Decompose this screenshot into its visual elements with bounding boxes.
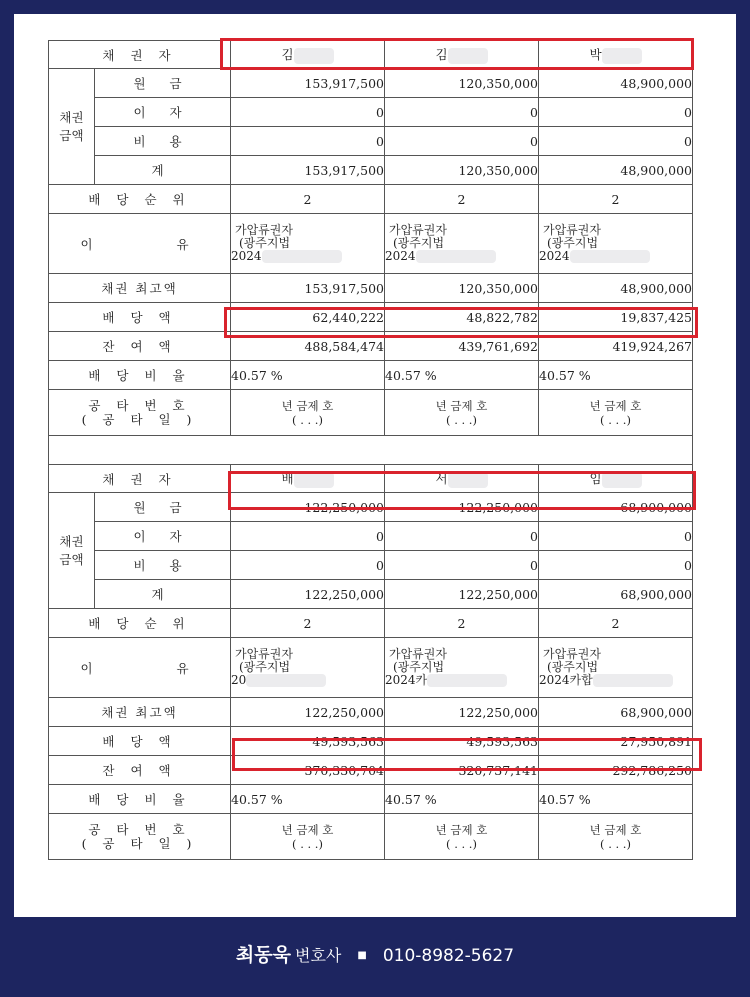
ratio-value: 40.57 %	[539, 361, 693, 390]
remaining-value: 488,584,474	[231, 332, 385, 361]
claim-amount-label-line: 채권	[59, 533, 84, 549]
dividend-value: 62,440,222	[231, 303, 385, 332]
creditor-name-cell	[231, 465, 385, 493]
remaining-value: 419,924,267	[539, 332, 693, 361]
interest-value: 0	[231, 522, 385, 551]
creditor-label: 채 권 자	[49, 41, 231, 69]
max-claim-value: 122,250,000	[231, 698, 385, 727]
rank-value: 2	[385, 185, 539, 214]
deposit-value	[385, 814, 539, 860]
redacted-text	[294, 48, 334, 64]
redacted-text	[602, 472, 642, 488]
claim-amount-label	[49, 69, 95, 185]
redacted-text	[593, 674, 673, 687]
deposit-value	[231, 390, 385, 436]
creditor-row	[49, 41, 693, 69]
total-value: 153,917,500	[231, 156, 385, 185]
ratio-value: 40.57 %	[231, 785, 385, 814]
cost-label: 비 용	[95, 127, 231, 156]
deposit-line-1: 년 금제 호	[589, 398, 642, 413]
lawyer-name: 최동욱	[235, 944, 291, 966]
max-claim-value: 48,900,000	[539, 274, 693, 303]
redacted-text	[416, 250, 496, 263]
principal-value: 122,250,000	[231, 493, 385, 522]
cost-row	[49, 127, 693, 156]
reason-value	[539, 214, 693, 274]
reason-row	[49, 214, 693, 274]
redacted-text	[448, 472, 488, 488]
cost-value: 0	[539, 551, 693, 580]
ratio-value: 40.57 %	[231, 361, 385, 390]
dividend-value: 48,822,782	[385, 303, 539, 332]
remaining-label: 잔 여 액	[49, 756, 231, 785]
creditor-name: 박	[589, 47, 602, 63]
rank-value: 2	[539, 609, 693, 638]
deposit-line-2: ( . . .)	[292, 836, 323, 851]
rank-label: 배 당 순 위	[49, 185, 231, 214]
dividend-value: 49,593,563	[231, 727, 385, 756]
remaining-value: 439,761,692	[385, 332, 539, 361]
ratio-label: 배 당 비 율	[49, 785, 231, 814]
principal-value: 48,900,000	[539, 69, 693, 98]
rank-label: 배 당 순 위	[49, 609, 231, 638]
deposit-label-line: ( 공 타 일 )	[81, 835, 198, 851]
total-value: 122,250,000	[231, 580, 385, 609]
reason-line-2: (광주지법	[547, 236, 599, 250]
creditor-name: 김	[435, 47, 448, 63]
deposit-line-2: ( . . .)	[600, 836, 631, 851]
reason-value	[539, 638, 693, 698]
creditor-name-cell	[539, 41, 693, 69]
case-number-prefix: 2024카	[385, 673, 428, 687]
total-row	[49, 580, 693, 609]
interest-value: 0	[385, 522, 539, 551]
separator-square: ■	[357, 950, 367, 961]
dividend-label: 배 당 액	[49, 303, 231, 332]
case-number-prefix: 2024	[539, 249, 570, 263]
claim-amount-label-line: 금액	[59, 127, 84, 143]
deposit-line-1: 년 금제 호	[435, 822, 488, 837]
principal-row	[49, 69, 693, 98]
deposit-line-1: 년 금제 호	[435, 398, 488, 413]
rank-row	[49, 185, 693, 214]
reason-line-3	[385, 250, 538, 263]
creditor-name-cell	[539, 465, 693, 493]
remaining-value: 320,737,141	[385, 756, 539, 785]
remaining-label: 잔 여 액	[49, 332, 231, 361]
deposit-value	[539, 814, 693, 860]
total-label: 계	[95, 156, 231, 185]
reason-value	[385, 638, 539, 698]
redacted-text	[448, 48, 488, 64]
reason-line-2: (광주지법	[547, 660, 599, 674]
reason-value	[385, 214, 539, 274]
creditor-name-cell	[385, 41, 539, 69]
dividend-value: 49,593,563	[385, 727, 539, 756]
reason-line-2: (광주지법	[239, 236, 291, 250]
reason-line-3	[539, 250, 692, 263]
interest-value: 0	[539, 522, 693, 551]
claim-amount-label-line: 채권	[59, 109, 84, 125]
dividend-table	[48, 40, 693, 860]
deposit-line-1: 년 금제 호	[281, 398, 334, 413]
reason-row	[49, 638, 693, 698]
cost-value: 0	[385, 551, 539, 580]
interest-row	[49, 98, 693, 127]
total-value: 48,900,000	[539, 156, 693, 185]
document-scan	[14, 14, 736, 917]
total-row	[49, 156, 693, 185]
lawyer-title: 변호사	[294, 946, 342, 965]
dividend-row	[49, 303, 693, 332]
reason-line-3	[231, 250, 384, 263]
ratio-value: 40.57 %	[385, 361, 539, 390]
creditor-name: 배	[281, 471, 294, 487]
max-claim-label: 채권 최고액	[49, 698, 231, 727]
interest-value: 0	[539, 98, 693, 127]
rank-value: 2	[231, 609, 385, 638]
case-number-prefix: 20	[231, 673, 247, 687]
interest-label: 이 자	[95, 98, 231, 127]
reason-line-1: 가압류권자	[389, 647, 447, 661]
creditor-name: 김	[281, 47, 294, 63]
deposit-line-2: ( . . .)	[600, 412, 631, 427]
dividend-value: 27,950,891	[539, 727, 693, 756]
deposit-line-2: ( . . .)	[292, 412, 323, 427]
max-claim-value: 68,900,000	[539, 698, 693, 727]
deposit-row	[49, 814, 693, 860]
footer	[0, 940, 750, 967]
total-label: 계	[95, 580, 231, 609]
deposit-label	[49, 814, 231, 860]
case-number-prefix: 2024	[231, 249, 262, 263]
deposit-label	[49, 390, 231, 436]
max-claim-row	[49, 698, 693, 727]
interest-value: 0	[231, 98, 385, 127]
rank-row	[49, 609, 693, 638]
remaining-value: 292,786,250	[539, 756, 693, 785]
claim-amount-label-line: 금액	[59, 551, 84, 567]
reason-line-1: 가압류권자	[389, 223, 447, 237]
reason-line-1: 가압류권자	[543, 223, 601, 237]
creditor-name-cell	[231, 41, 385, 69]
ratio-label: 배 당 비 율	[49, 361, 231, 390]
interest-row	[49, 522, 693, 551]
total-value: 122,250,000	[385, 580, 539, 609]
redacted-text	[294, 472, 334, 488]
deposit-line-2: ( . . .)	[446, 836, 477, 851]
max-claim-label: 채권 최고액	[49, 274, 231, 303]
rank-value: 2	[539, 185, 693, 214]
max-claim-value: 122,250,000	[385, 698, 539, 727]
total-value: 120,350,000	[385, 156, 539, 185]
deposit-value	[539, 390, 693, 436]
ratio-value: 40.57 %	[385, 785, 539, 814]
principal-row	[49, 493, 693, 522]
deposit-value	[231, 814, 385, 860]
reason-line-2: (광주지법	[393, 236, 445, 250]
reason-line-1: 가압류권자	[235, 223, 293, 237]
redacted-text	[246, 674, 326, 687]
cost-value: 0	[231, 127, 385, 156]
redacted-text	[427, 674, 507, 687]
max-claim-value: 153,917,500	[231, 274, 385, 303]
ratio-value: 40.57 %	[539, 785, 693, 814]
cost-value: 0	[539, 127, 693, 156]
deposit-line-1: 년 금제 호	[589, 822, 642, 837]
reason-line-3	[385, 674, 538, 687]
reason-label: 이 유	[49, 638, 231, 698]
reason-line-3	[231, 674, 384, 687]
deposit-label-line: ( 공 타 일 )	[81, 411, 198, 427]
deposit-line-2: ( . . .)	[446, 412, 477, 427]
cost-label: 비 용	[95, 551, 231, 580]
remaining-row	[49, 756, 693, 785]
principal-label: 원 금	[95, 493, 231, 522]
max-claim-row	[49, 274, 693, 303]
spacer-cell	[49, 436, 693, 465]
dividend-row	[49, 727, 693, 756]
reason-line-3	[539, 674, 692, 687]
creditor-row	[49, 465, 693, 493]
rank-value: 2	[385, 609, 539, 638]
deposit-value	[385, 390, 539, 436]
dividend-label: 배 당 액	[49, 727, 231, 756]
redacted-text	[262, 250, 342, 263]
interest-label: 이 자	[95, 522, 231, 551]
creditor-label: 채 권 자	[49, 465, 231, 493]
reason-label: 이 유	[49, 214, 231, 274]
case-number-prefix: 2024	[385, 249, 416, 263]
cost-row	[49, 551, 693, 580]
redacted-text	[570, 250, 650, 263]
case-number-prefix: 2024카합	[539, 673, 593, 687]
principal-value: 122,250,000	[385, 493, 539, 522]
deposit-label-line: 공 타 번 호	[88, 821, 191, 837]
claim-amount-label	[49, 493, 95, 609]
dividend-value: 19,837,425	[539, 303, 693, 332]
rank-value: 2	[231, 185, 385, 214]
spacer-row	[49, 436, 693, 465]
deposit-line-1: 년 금제 호	[281, 822, 334, 837]
redacted-text	[602, 48, 642, 64]
total-value: 68,900,000	[539, 580, 693, 609]
remaining-value: 370,330,704	[231, 756, 385, 785]
principal-value: 68,900,000	[539, 493, 693, 522]
principal-label: 원 금	[95, 69, 231, 98]
principal-value: 120,350,000	[385, 69, 539, 98]
reason-line-1: 가압류권자	[235, 647, 293, 661]
deposit-row	[49, 390, 693, 436]
deposit-label-line: 공 타 번 호	[88, 397, 191, 413]
cost-value: 0	[385, 127, 539, 156]
reason-value	[231, 214, 385, 274]
interest-value: 0	[385, 98, 539, 127]
cost-value: 0	[231, 551, 385, 580]
principal-value: 153,917,500	[231, 69, 385, 98]
reason-line-2: (광주지법	[239, 660, 291, 674]
ratio-row	[49, 361, 693, 390]
creditor-name: 임	[589, 471, 602, 487]
max-claim-value: 120,350,000	[385, 274, 539, 303]
reason-line-1: 가압류권자	[543, 647, 601, 661]
phone-number[interactable]: 010-8982-5627	[382, 946, 515, 966]
reason-value	[231, 638, 385, 698]
remaining-row	[49, 332, 693, 361]
ratio-row	[49, 785, 693, 814]
reason-line-2: (광주지법	[393, 660, 445, 674]
creditor-name-cell	[385, 465, 539, 493]
creditor-name: 서	[435, 471, 448, 487]
